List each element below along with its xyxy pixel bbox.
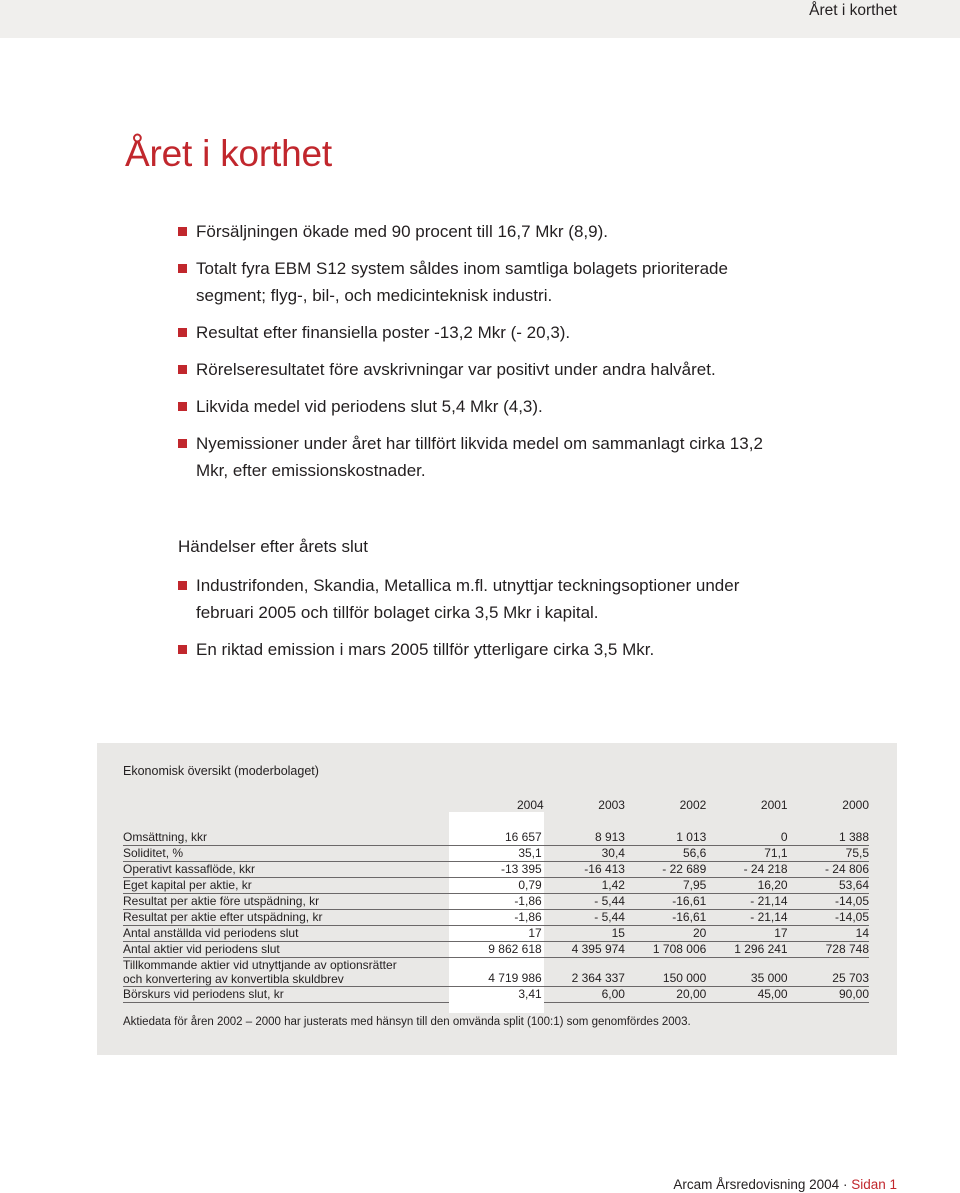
- bullet-square-icon: [178, 439, 187, 448]
- list-item: [178, 636, 878, 663]
- cell-2004: -13 395: [449, 862, 543, 878]
- cell-2003: 1,42: [544, 878, 625, 894]
- cell-2001: 16,20: [706, 878, 787, 894]
- page-footer: [673, 1177, 897, 1192]
- cell-2004: 9 862 618: [449, 942, 543, 958]
- row-label: Operativt kassaflöde, kkr: [123, 862, 449, 878]
- event-text: En riktad emission i mars 2005 tillför ytterligare cirka 3,5 Mkr.: [196, 640, 655, 659]
- list-item: [178, 572, 796, 626]
- highlight-text: Resultat efter finansiella poster -13,2 Mkr (- 20,3).: [196, 323, 571, 342]
- cell-2003: 30,4: [544, 846, 625, 862]
- spacer-row: [123, 1003, 869, 1014]
- year-header: 2003: [598, 798, 625, 812]
- cell-2000: 1 388: [788, 830, 869, 846]
- cell-2000: 728 748: [788, 942, 869, 958]
- highlight-text: Likvida medel vid periodens slut 5,4 Mkr (4,3).: [196, 397, 543, 416]
- footer-text: Arcam Årsredovisning 2004 ·: [673, 1177, 848, 1192]
- cell-2001: 1 296 241: [706, 942, 787, 958]
- financial-table: [123, 787, 869, 1013]
- top-bar: [0, 0, 960, 38]
- row-label: Eget kapital per aktie, kr: [123, 878, 449, 894]
- page-number: Sidan 1: [851, 1177, 897, 1192]
- cell-2004: 16 657: [449, 830, 543, 846]
- bullet-square-icon: [178, 365, 187, 374]
- bullet-square-icon: [178, 581, 187, 590]
- highlight-text: Försäljningen ökade med 90 procent till 16,7 Mkr (8,9).: [196, 222, 608, 241]
- cell-2002: - 22 689: [625, 862, 706, 878]
- cell-2003: 6,00: [544, 987, 625, 1003]
- bullet-square-icon: [178, 402, 187, 411]
- panel-footnote: Aktiedata för åren 2002 – 2000 har justerats med hänsyn till den omvända split (100:1) som genomfördes 2003.: [123, 1016, 691, 1028]
- cell-2003: -16 413: [544, 862, 625, 878]
- cell-2001: 0: [706, 830, 787, 846]
- row-label: [123, 958, 449, 987]
- row-label: Antal anställda vid periodens slut: [123, 926, 449, 942]
- highlight-text: Nyemissioner under året har tillfört likvida medel om sammanlagt cirka 13,2 Mkr, efter emissionskostnader.: [196, 434, 763, 480]
- row-label: Antal aktier vid periodens slut: [123, 942, 449, 958]
- highlights-list: [178, 218, 878, 494]
- cell-2003: - 5,44: [544, 894, 625, 910]
- financial-overview-panel: [97, 743, 897, 1055]
- events-heading: Händelser efter årets slut: [178, 537, 368, 556]
- page-title: Året i korthet: [125, 133, 332, 174]
- list-item: [178, 218, 878, 245]
- cell-2000: 14: [788, 926, 869, 942]
- cell-2001: - 21,14: [706, 894, 787, 910]
- bullet-square-icon: [178, 645, 187, 654]
- list-item: [178, 393, 878, 420]
- cell-2003: 8 913: [544, 830, 625, 846]
- highlight-text: Totalt fyra EBM S12 system såldes inom samtliga bolagets prioriterade segment; flyg-, bil-, och medicinteknisk industri.: [196, 259, 728, 305]
- cell-2002: -16,61: [625, 910, 706, 926]
- cell-2001: - 24 218: [706, 862, 787, 878]
- table-header-row: [123, 787, 869, 812]
- row-label: Soliditet, %: [123, 846, 449, 862]
- cell-2002: 7,95: [625, 878, 706, 894]
- panel-title: Ekonomisk översikt (moderbolaget): [123, 764, 319, 778]
- event-text: Industrifonden, Skandia, Metallica m.fl. utnyttjar teckningsoptioner under februari 2005 och tillför bolaget cirka 3,5 Mkr i kapital.: [196, 576, 740, 622]
- cell-2002: 150 000: [625, 958, 706, 987]
- cell-2003: 15: [544, 926, 625, 942]
- row-label: Omsättning, kkr: [123, 830, 449, 846]
- cell-2003: 2 364 337: [544, 958, 625, 987]
- row-label: Resultat per aktie efter utspädning, kr: [123, 910, 449, 926]
- cell-2004: -1,86: [449, 894, 543, 910]
- cell-2001: 71,1: [706, 846, 787, 862]
- row-label-line2: och konvertering av konvertibla skuldbrev: [123, 972, 344, 986]
- highlight-text: Rörelseresultatet före avskrivningar var positivt under andra halvåret.: [196, 360, 716, 379]
- cell-2002: 20: [625, 926, 706, 942]
- cell-2000: - 24 806: [788, 862, 869, 878]
- row-label: Börskurs vid periodens slut, kr: [123, 987, 449, 1003]
- cell-2004: 35,1: [449, 846, 543, 862]
- year-header: 2002: [679, 798, 707, 812]
- list-item: [178, 255, 776, 309]
- bullet-square-icon: [178, 264, 187, 273]
- list-item: [178, 430, 766, 484]
- list-item: [178, 356, 878, 383]
- cell-2000: -14,05: [788, 910, 869, 926]
- cell-2003: 4 395 974: [544, 942, 625, 958]
- cell-2002: -16,61: [625, 894, 706, 910]
- cell-2000: -14,05: [788, 894, 869, 910]
- cell-2000: 90,00: [788, 987, 869, 1003]
- table-row: [123, 942, 869, 958]
- bullet-square-icon: [178, 328, 187, 337]
- cell-2004: 3,41: [449, 987, 543, 1003]
- table-row: [123, 894, 869, 910]
- cell-2001: - 21,14: [706, 910, 787, 926]
- running-header: Året i korthet: [809, 2, 897, 19]
- year-header: 2001: [760, 798, 788, 812]
- table-row: [123, 862, 869, 878]
- table-row: [123, 830, 869, 846]
- table-row: [123, 910, 869, 926]
- cell-2004: 0,79: [449, 878, 543, 894]
- year-header: 2004: [516, 798, 544, 812]
- cell-2002: 20,00: [625, 987, 706, 1003]
- bullet-square-icon: [178, 227, 187, 236]
- table-row: [123, 846, 869, 862]
- row-label: Resultat per aktie före utspädning, kr: [123, 894, 449, 910]
- cell-2000: 53,64: [788, 878, 869, 894]
- cell-2002: 1 013: [625, 830, 706, 846]
- table-row: [123, 987, 869, 1003]
- year-header: 2000: [842, 798, 869, 812]
- row-label-line1: Tillkommande aktier vid utnyttjande av optionsrätter: [123, 958, 397, 972]
- cell-2002: 1 708 006: [625, 942, 706, 958]
- table-row: [123, 926, 869, 942]
- table-row: [123, 878, 869, 894]
- cell-2002: 56,6: [625, 846, 706, 862]
- spacer-row: [123, 812, 869, 830]
- cell-2001: 45,00: [706, 987, 787, 1003]
- cell-2001: 35 000: [706, 958, 787, 987]
- cell-2004: -1,86: [449, 910, 543, 926]
- list-item: [178, 319, 878, 346]
- cell-2004: 17: [449, 926, 543, 942]
- header-label-cell: [123, 787, 449, 812]
- table-row: [123, 958, 869, 987]
- cell-2000: 75,5: [788, 846, 869, 862]
- cell-2003: - 5,44: [544, 910, 625, 926]
- cell-2004: 4 719 986: [449, 958, 543, 987]
- cell-2000: 25 703: [788, 958, 869, 987]
- events-list: [178, 572, 878, 673]
- cell-2001: 17: [706, 926, 787, 942]
